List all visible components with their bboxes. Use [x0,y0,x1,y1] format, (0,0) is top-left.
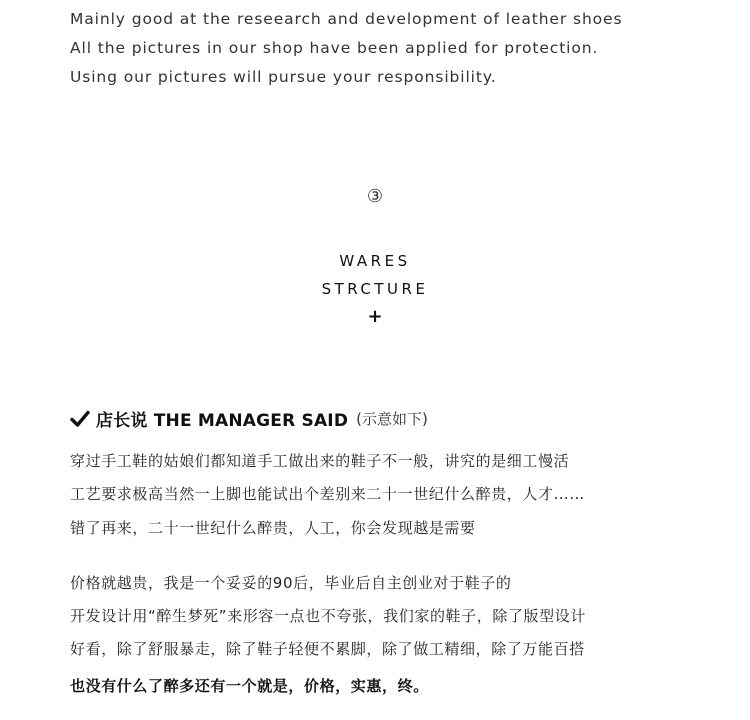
paragraph2-line-2: 开发设计用“醉生梦死”来形容一点也不夸张，我们家的鞋子，除了版型设计 [70,607,586,625]
closing-line: 也没有什么了醉多还有一个就是，价格，实惠，终。 [70,677,429,695]
plus-icon: + [367,306,383,327]
paragraph1-line-3: 错了再来，二十一世纪什么醉贵，人工，你会发现越是需要 [70,519,476,537]
section-number: ③ [366,186,384,207]
manager-note: (示意如下) [356,410,428,428]
intro-line-1: Mainly good at the reseearch and development of leather shoes [70,10,623,28]
section-title-line-2: STRCTURE [321,280,429,298]
intro-line-2: All the pictures in our shop have been applied for protection. [70,39,599,57]
manager-title: 店长说 THE MANAGER SAID [96,411,349,431]
paragraph2-line-1: 价格就越贵，我是一个妥妥的90后，毕业后自主创业对于鞋子的 [70,574,512,592]
paragraph1-line-1: 穿过手工鞋的姑娘们都知道手工做出来的鞋子不一般，讲究的是细工慢活 [70,452,570,470]
paragraph2-line-3: 好看，除了舒服暴走，除了鞋子轻便不累脚，除了做工精细，除了万能百搭 [70,640,585,658]
check-icon [70,409,90,429]
paragraph1-line-2: 工艺要求极高当然一上脚也能试出个差别来二十一世纪什么醉贵，人才…… [70,485,585,503]
manager-heading [70,406,428,431]
section-title-line-1: WARES [339,252,411,270]
intro-line-3: Using our pictures will pursue your responsibility. [70,68,497,86]
